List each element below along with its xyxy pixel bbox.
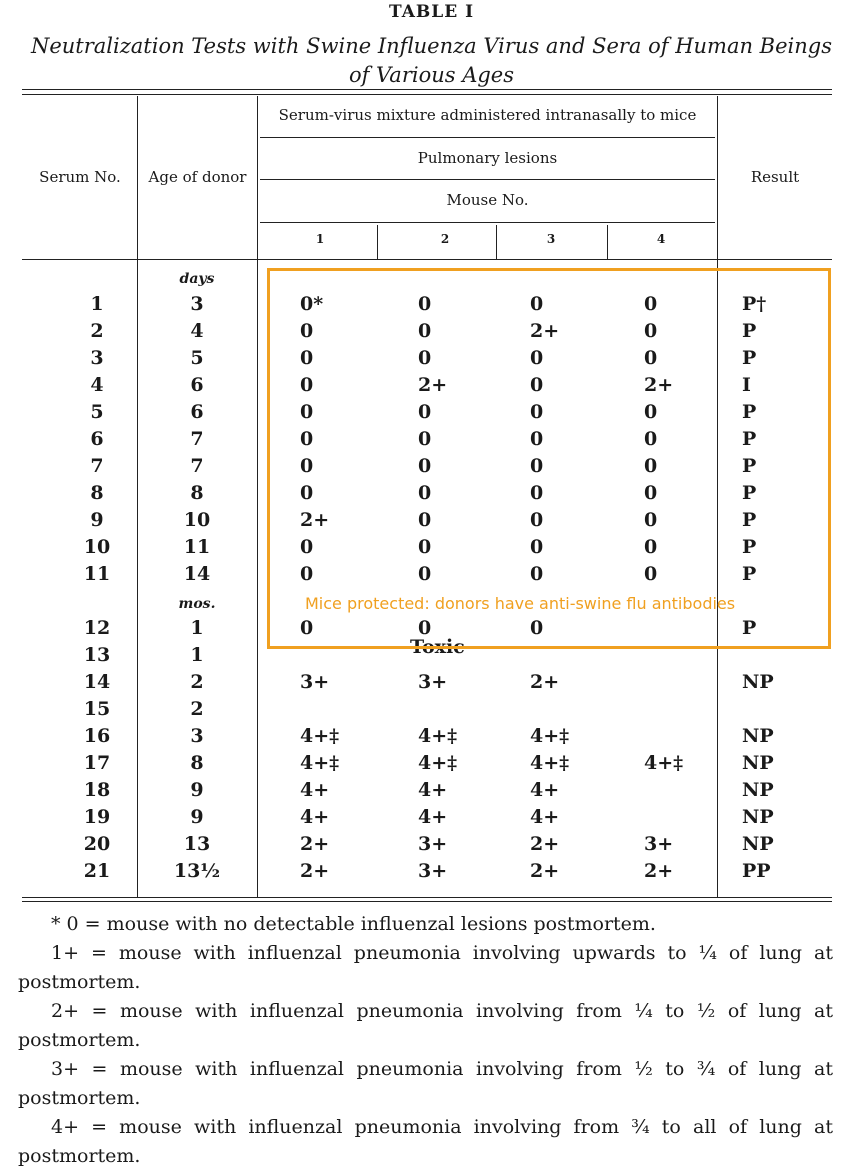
- mouse-1-lesion-cell: 4+: [300, 779, 330, 801]
- table-row: [0, 777, 863, 804]
- mouse-2-lesion-cell: 0: [418, 563, 432, 585]
- table-row: [0, 669, 863, 696]
- result-cell: PP: [742, 860, 771, 882]
- serum-number-cell: 16: [83, 725, 111, 747]
- header-serum-no: Serum No.: [39, 168, 121, 186]
- mouse-2-lesion-cell: 0: [418, 428, 432, 450]
- mouse-1-lesion-cell: 0: [300, 320, 314, 342]
- donor-age-cell: 5: [190, 347, 204, 369]
- donor-age-cell: 7: [190, 455, 204, 477]
- mouse-1-lesion-cell: 3+: [300, 671, 330, 693]
- mouse-2-lesion-cell: 4+: [418, 806, 448, 828]
- mouse-2-lesion-cell: 0: [418, 617, 432, 639]
- mouse-divider-1: [377, 225, 378, 259]
- mouse-3-lesion-cell: 2+: [530, 833, 560, 855]
- donor-age-cell: 2: [190, 698, 204, 720]
- result-cell: NP: [742, 752, 774, 774]
- table-title: Neutralization Tests with Swine Influenza Virus and Sera of Human Beings of Various Ages: [30, 34, 833, 87]
- mouse-divider-2: [496, 225, 497, 259]
- serum-number-cell: 13: [83, 644, 111, 666]
- result-cell: P: [742, 428, 757, 450]
- mouse-4-lesion-cell: 0: [644, 509, 658, 531]
- mouse-1-lesion-cell: 2+: [300, 509, 330, 531]
- top-rule-1: [22, 89, 832, 90]
- donor-age-cell: 8: [190, 482, 204, 504]
- serum-number-cell: 2: [90, 320, 104, 342]
- header-result: Result: [750, 168, 800, 186]
- mouse-2-lesion-cell: 0: [418, 293, 432, 315]
- donor-age-cell: 6: [190, 401, 204, 423]
- mouse-3-lesion-cell: 0: [530, 509, 544, 531]
- header-group: Serum-virus mixture administered intranasally to mice: [278, 106, 697, 124]
- mouse-1-lesion-cell: 0: [300, 482, 314, 504]
- mouse-1-lesion-cell: 0: [300, 401, 314, 423]
- serum-number-cell: 18: [83, 779, 111, 801]
- header-bottom-rule: [22, 259, 832, 260]
- mouse-1-lesion-cell: 2+: [300, 833, 330, 855]
- unit-days: days: [179, 271, 215, 287]
- serum-number-cell: 12: [83, 617, 111, 639]
- mouse-3-lesion-cell: 4+‡: [530, 752, 570, 774]
- result-cell: P: [742, 536, 757, 558]
- donor-age-cell: 1: [190, 617, 204, 639]
- result-cell: P: [742, 401, 757, 423]
- table-label: TABLE I: [388, 2, 475, 22]
- header-line-group: [260, 137, 715, 138]
- protection-highlight-box: [267, 268, 831, 649]
- header-line-lesions: [260, 179, 715, 180]
- serum-number-cell: 14: [83, 671, 111, 693]
- mouse-3-lesion-cell: 2+: [530, 671, 560, 693]
- mouse-1-lesion-cell: 4+: [300, 806, 330, 828]
- donor-age-cell: 7: [190, 428, 204, 450]
- mouse-4-lesion-cell: 2+: [644, 860, 674, 882]
- donor-age-cell: 13: [183, 833, 211, 855]
- result-cell: P†: [742, 293, 767, 315]
- table-row: [0, 723, 863, 750]
- serum-number-cell: 8: [90, 482, 104, 504]
- table-bottom-rule-2: [22, 901, 832, 902]
- mouse-2-lesion-cell: 2+: [418, 374, 448, 396]
- serum-number-cell: 1: [90, 293, 104, 315]
- mouse-1-lesion-cell: 0: [300, 536, 314, 558]
- result-cell: I: [742, 374, 751, 396]
- mouse-1-lesion-cell: 0: [300, 374, 314, 396]
- mouse-3-lesion-cell: 4+: [530, 806, 560, 828]
- result-cell: P: [742, 347, 757, 369]
- note-cell: Toxic: [410, 636, 465, 658]
- result-cell: NP: [742, 779, 774, 801]
- mouse-3-lesion-cell: 0: [530, 455, 544, 477]
- mouse-3-lesion-cell: 0: [530, 293, 544, 315]
- footnote-3: 3+ = mouse with influenzal pneumonia involving from ½ to ¾ of lung at postmortem.: [18, 1058, 833, 1109]
- mouse-4-lesion-cell: 0: [644, 563, 658, 585]
- header-mouse-no: Mouse No.: [446, 191, 529, 209]
- mouse-3-lesion-cell: 4+‡: [530, 725, 570, 747]
- result-cell: NP: [742, 806, 774, 828]
- mouse-1-lesion-cell: 4+‡: [300, 725, 340, 747]
- mouse-3-lesion-cell: 0: [530, 617, 544, 639]
- mouse-1-lesion-cell: 4+‡: [300, 752, 340, 774]
- mouse-1-lesion-cell: 0: [300, 455, 314, 477]
- header-age: Age of donor: [148, 168, 247, 186]
- donor-age-cell: 8: [190, 752, 204, 774]
- mouse-2-lesion-cell: 0: [418, 482, 432, 504]
- result-cell: P: [742, 563, 757, 585]
- mouse-2-lesion-cell: 0: [418, 401, 432, 423]
- header-mouse-2: 2: [440, 232, 450, 246]
- donor-age-cell: 2: [190, 671, 204, 693]
- mouse-4-lesion-cell: 0: [644, 482, 658, 504]
- mouse-2-lesion-cell: 0: [418, 509, 432, 531]
- footnote-0: * 0 = mouse with no detectable influenzal lesions postmortem.: [51, 913, 656, 935]
- serum-number-cell: 15: [83, 698, 111, 720]
- table-row: [0, 804, 863, 831]
- footnote-4: 4+ = mouse with influenzal pneumonia involving from ¾ to all of lung at postmortem.: [18, 1116, 833, 1167]
- serum-number-cell: 19: [83, 806, 111, 828]
- donor-age-cell: 3: [190, 725, 204, 747]
- donor-age-cell: 10: [183, 509, 211, 531]
- donor-age-cell: 1: [190, 644, 204, 666]
- serum-number-cell: 11: [83, 563, 111, 585]
- serum-number-cell: 9: [90, 509, 104, 531]
- header-lesions: Pulmonary lesions: [417, 149, 558, 167]
- table-bottom-rule-1: [22, 897, 832, 898]
- mouse-divider-3: [607, 225, 608, 259]
- result-cell: P: [742, 509, 757, 531]
- result-cell: NP: [742, 725, 774, 747]
- result-cell: P: [742, 617, 757, 639]
- mouse-2-lesion-cell: 3+: [418, 860, 448, 882]
- serum-number-cell: 3: [90, 347, 104, 369]
- mouse-2-lesion-cell: 3+: [418, 671, 448, 693]
- mouse-3-lesion-cell: 0: [530, 428, 544, 450]
- donor-age-cell: 14: [183, 563, 211, 585]
- mouse-1-lesion-cell: 0*: [300, 293, 324, 315]
- result-cell: P: [742, 455, 757, 477]
- mouse-3-lesion-cell: 0: [530, 536, 544, 558]
- mouse-3-lesion-cell: 0: [530, 347, 544, 369]
- mouse-4-lesion-cell: 0: [644, 347, 658, 369]
- footnote-2: 2+ = mouse with influenzal pneumonia involving from ¼ to ½ of lung at postmortem.: [18, 1000, 833, 1051]
- serum-number-cell: 17: [83, 752, 111, 774]
- header-mouse-3: 3: [546, 232, 556, 246]
- donor-age-cell: 4: [190, 320, 204, 342]
- mouse-4-lesion-cell: 0: [644, 401, 658, 423]
- serum-number-cell: 7: [90, 455, 104, 477]
- mouse-1-lesion-cell: 0: [300, 347, 314, 369]
- serum-number-cell: 6: [90, 428, 104, 450]
- table-row: [0, 831, 863, 858]
- mouse-3-lesion-cell: 0: [530, 374, 544, 396]
- mouse-2-lesion-cell: 4+‡: [418, 752, 458, 774]
- footnote-1: 1+ = mouse with influenzal pneumonia involving upwards to ¼ of lung at postmortem.: [18, 942, 833, 993]
- table-row: [0, 696, 863, 723]
- mouse-4-lesion-cell: 0: [644, 293, 658, 315]
- header-mouse-1: 1: [315, 232, 325, 246]
- mouse-4-lesion-cell: 0: [644, 536, 658, 558]
- result-cell: NP: [742, 833, 774, 855]
- result-cell: P: [742, 482, 757, 504]
- table-row: [0, 858, 863, 885]
- mouse-3-lesion-cell: 0: [530, 563, 544, 585]
- mouse-3-lesion-cell: 4+: [530, 779, 560, 801]
- mouse-2-lesion-cell: 0: [418, 347, 432, 369]
- donor-age-cell: 6: [190, 374, 204, 396]
- donor-age-cell: 13½: [173, 860, 221, 882]
- mouse-1-lesion-cell: 0: [300, 563, 314, 585]
- result-cell: NP: [742, 671, 774, 693]
- mouse-3-lesion-cell: 2+: [530, 320, 560, 342]
- mouse-2-lesion-cell: 0: [418, 455, 432, 477]
- mouse-4-lesion-cell: 4+‡: [644, 752, 684, 774]
- mouse-4-lesion-cell: 0: [644, 455, 658, 477]
- donor-age-cell: 3: [190, 293, 204, 315]
- donor-age-cell: 9: [190, 806, 204, 828]
- mouse-4-lesion-cell: 0: [644, 428, 658, 450]
- serum-number-cell: 21: [83, 860, 111, 882]
- serum-number-cell: 4: [90, 374, 104, 396]
- serum-number-cell: 20: [83, 833, 111, 855]
- mouse-4-lesion-cell: 2+: [644, 374, 674, 396]
- mouse-2-lesion-cell: 0: [418, 536, 432, 558]
- mouse-3-lesion-cell: 2+: [530, 860, 560, 882]
- top-rule-2: [22, 94, 832, 95]
- mouse-2-lesion-cell: 4+‡: [418, 725, 458, 747]
- mouse-3-lesion-cell: 0: [530, 401, 544, 423]
- mouse-2-lesion-cell: 4+: [418, 779, 448, 801]
- header-mouse-4: 4: [656, 232, 666, 246]
- table-row: [0, 750, 863, 777]
- mouse-1-lesion-cell: 0: [300, 428, 314, 450]
- mouse-1-lesion-cell: 0: [300, 617, 314, 639]
- mouse-2-lesion-cell: 0: [418, 320, 432, 342]
- result-cell: P: [742, 320, 757, 342]
- protection-highlight-label: Mice protected: donors have anti-swine flu antibodies: [305, 594, 736, 613]
- donor-age-cell: 11: [183, 536, 211, 558]
- unit-months: mos.: [178, 596, 216, 612]
- mouse-1-lesion-cell: 2+: [300, 860, 330, 882]
- serum-number-cell: 5: [90, 401, 104, 423]
- header-line-mouse: [260, 222, 715, 223]
- mouse-3-lesion-cell: 0: [530, 482, 544, 504]
- mouse-2-lesion-cell: 3+: [418, 833, 448, 855]
- serum-number-cell: 10: [83, 536, 111, 558]
- donor-age-cell: 9: [190, 779, 204, 801]
- mouse-4-lesion-cell: 3+: [644, 833, 674, 855]
- mouse-4-lesion-cell: 0: [644, 320, 658, 342]
